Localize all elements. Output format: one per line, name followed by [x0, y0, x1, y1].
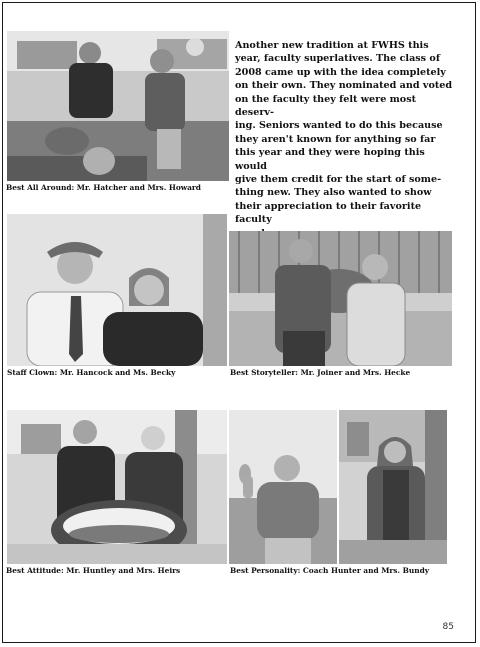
article-text [235, 39, 453, 240]
photo-best-attitude [7, 410, 227, 564]
article-line: Another new tradition at FWHS this [235, 40, 429, 51]
article-line: their appreciation to their favorite faculty [235, 200, 422, 226]
article-line: thing new. They also wanted to show [235, 187, 432, 199]
caption-best-storyteller: Best Storyteller: Mr. Joiner and Mrs. Hecke [230, 368, 411, 377]
photo-best-storyteller [229, 231, 452, 366]
article-line: this year and they were hoping this would [235, 147, 425, 172]
article-line: ing. Seniors wanted to do this because [235, 120, 443, 132]
photo-best-personality-coach [229, 410, 337, 564]
article-line: on the faculty they felt were most deserv- [235, 93, 417, 119]
caption-staff-clown: Staff Clown: Mr. Hancock and Ms. Becky [7, 368, 176, 377]
photo-best-all-around [7, 31, 229, 181]
page-number: 85 [442, 622, 454, 632]
article-line: give them credit for the start of some- [235, 174, 442, 186]
caption-best-personality: Best Personality: Coach Hunter and Mrs. Bundy [230, 566, 430, 575]
photo-best-personality-bundy [339, 410, 447, 564]
photo-staff-clown [7, 214, 227, 366]
article-line: they aren't known for anything so far [235, 133, 436, 145]
article-line: year, faculty superlatives. The class of [235, 53, 440, 65]
article-line: 2008 came up with the idea completely [235, 66, 446, 78]
caption-best-all-around: Best All Around: Mr. Hatcher and Mrs. Howard [6, 183, 201, 192]
caption-best-attitude: Best Attitude: Mr. Huntley and Mrs. Heirs [6, 566, 181, 575]
article-line: on their own. They nominated and voted [235, 80, 453, 92]
